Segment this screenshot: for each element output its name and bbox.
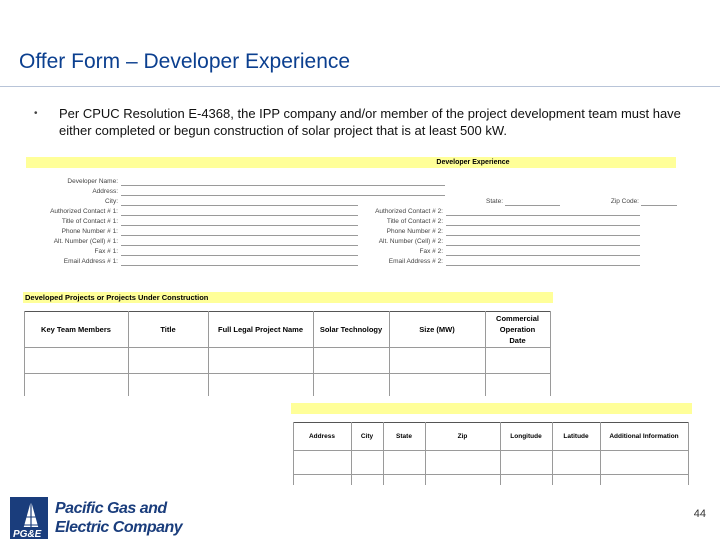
field-label: Fax # 1:	[94, 248, 118, 255]
column-header: City	[360, 432, 374, 440]
developer-name-field[interactable]	[121, 185, 445, 186]
column-header: Commercial Operation Date	[496, 314, 539, 345]
table-rule	[24, 373, 551, 374]
column-header: Title	[160, 325, 176, 334]
field-label: Authorized Contact # 2:	[375, 208, 443, 215]
projects-header: Developed Projects or Projects Under Construction	[25, 293, 209, 302]
field-label: Authorized Contact # 1:	[50, 208, 118, 215]
page-number: 44	[693, 508, 706, 520]
field-label: Alt. Number (Cell) # 2:	[378, 238, 443, 245]
column-header: Full Legal Project Name	[217, 325, 304, 334]
column-header: Solar Technology	[319, 325, 383, 334]
column-header: State	[396, 432, 412, 440]
company-name-line2: Electric Company	[55, 519, 183, 536]
column-header: Address	[308, 432, 335, 440]
city-field[interactable]	[121, 205, 358, 206]
contact-2-email-field[interactable]	[446, 265, 640, 266]
address-field[interactable]	[121, 195, 445, 196]
title-divider	[0, 86, 720, 87]
slide-title: Offer Form – Developer Experience	[19, 50, 351, 73]
contact-2-cell-field[interactable]	[446, 245, 640, 246]
field-label: Title of Contact # 1:	[61, 218, 118, 225]
developer-experience-band	[26, 157, 676, 168]
table-rule	[293, 422, 688, 423]
contact-2-field[interactable]	[446, 215, 640, 216]
field-label: Fax # 2:	[419, 248, 443, 255]
field-label: Alt. Number (Cell) # 1:	[53, 238, 118, 245]
zip-field[interactable]	[641, 205, 677, 206]
contact-1-field[interactable]	[121, 215, 358, 216]
field-label: Title of Contact # 2:	[386, 218, 443, 225]
column-header: Key Team Members	[41, 325, 111, 334]
column-header: Zip	[457, 432, 468, 440]
contact-1-phone-field[interactable]	[121, 235, 358, 236]
pge-logo-icon	[10, 497, 48, 539]
column-header: Additional Information	[609, 432, 679, 440]
contact-1-fax-field[interactable]	[121, 255, 358, 256]
company-name-line1: Pacific Gas and	[55, 500, 167, 517]
field-label: Email Address # 2:	[388, 258, 443, 265]
field-label: Developer Name:	[67, 178, 118, 185]
contact-1-title-field[interactable]	[121, 225, 358, 226]
column-header: Size (MW)	[419, 325, 455, 334]
field-label: Email Address # 1:	[63, 258, 118, 265]
state-label: State:	[486, 198, 503, 205]
column-header: Latitude	[563, 432, 589, 440]
field-label: Address:	[92, 188, 118, 195]
developer-experience-header: Developer Experience	[436, 159, 510, 166]
table-rule	[293, 474, 688, 475]
logo-text: PG&E	[13, 529, 42, 539]
field-label: City:	[105, 198, 118, 205]
field-label: Phone Number # 1:	[61, 228, 118, 235]
contact-2-phone-field[interactable]	[446, 235, 640, 236]
zip-label: Zip Code:	[610, 198, 639, 205]
table-rule	[24, 347, 551, 348]
field-label: Phone Number # 2:	[386, 228, 443, 235]
contact-1-email-field[interactable]	[121, 265, 358, 266]
contact-2-title-field[interactable]	[446, 225, 640, 226]
table-col-line	[688, 422, 689, 485]
column-header: Longitude	[510, 432, 542, 440]
contact-2-fax-field[interactable]	[446, 255, 640, 256]
table-col-line	[550, 311, 551, 396]
contact-1-cell-field[interactable]	[121, 245, 358, 246]
state-field[interactable]	[505, 205, 560, 206]
bullet-text: Per CPUC Resolution E-4368, the IPP company and/or member of the project development team must have either completed or begun construction of solar project that is at least 500 kW.	[59, 106, 681, 138]
location-band	[291, 403, 692, 414]
table-rule	[293, 450, 688, 451]
bullet-marker: •	[34, 108, 38, 119]
